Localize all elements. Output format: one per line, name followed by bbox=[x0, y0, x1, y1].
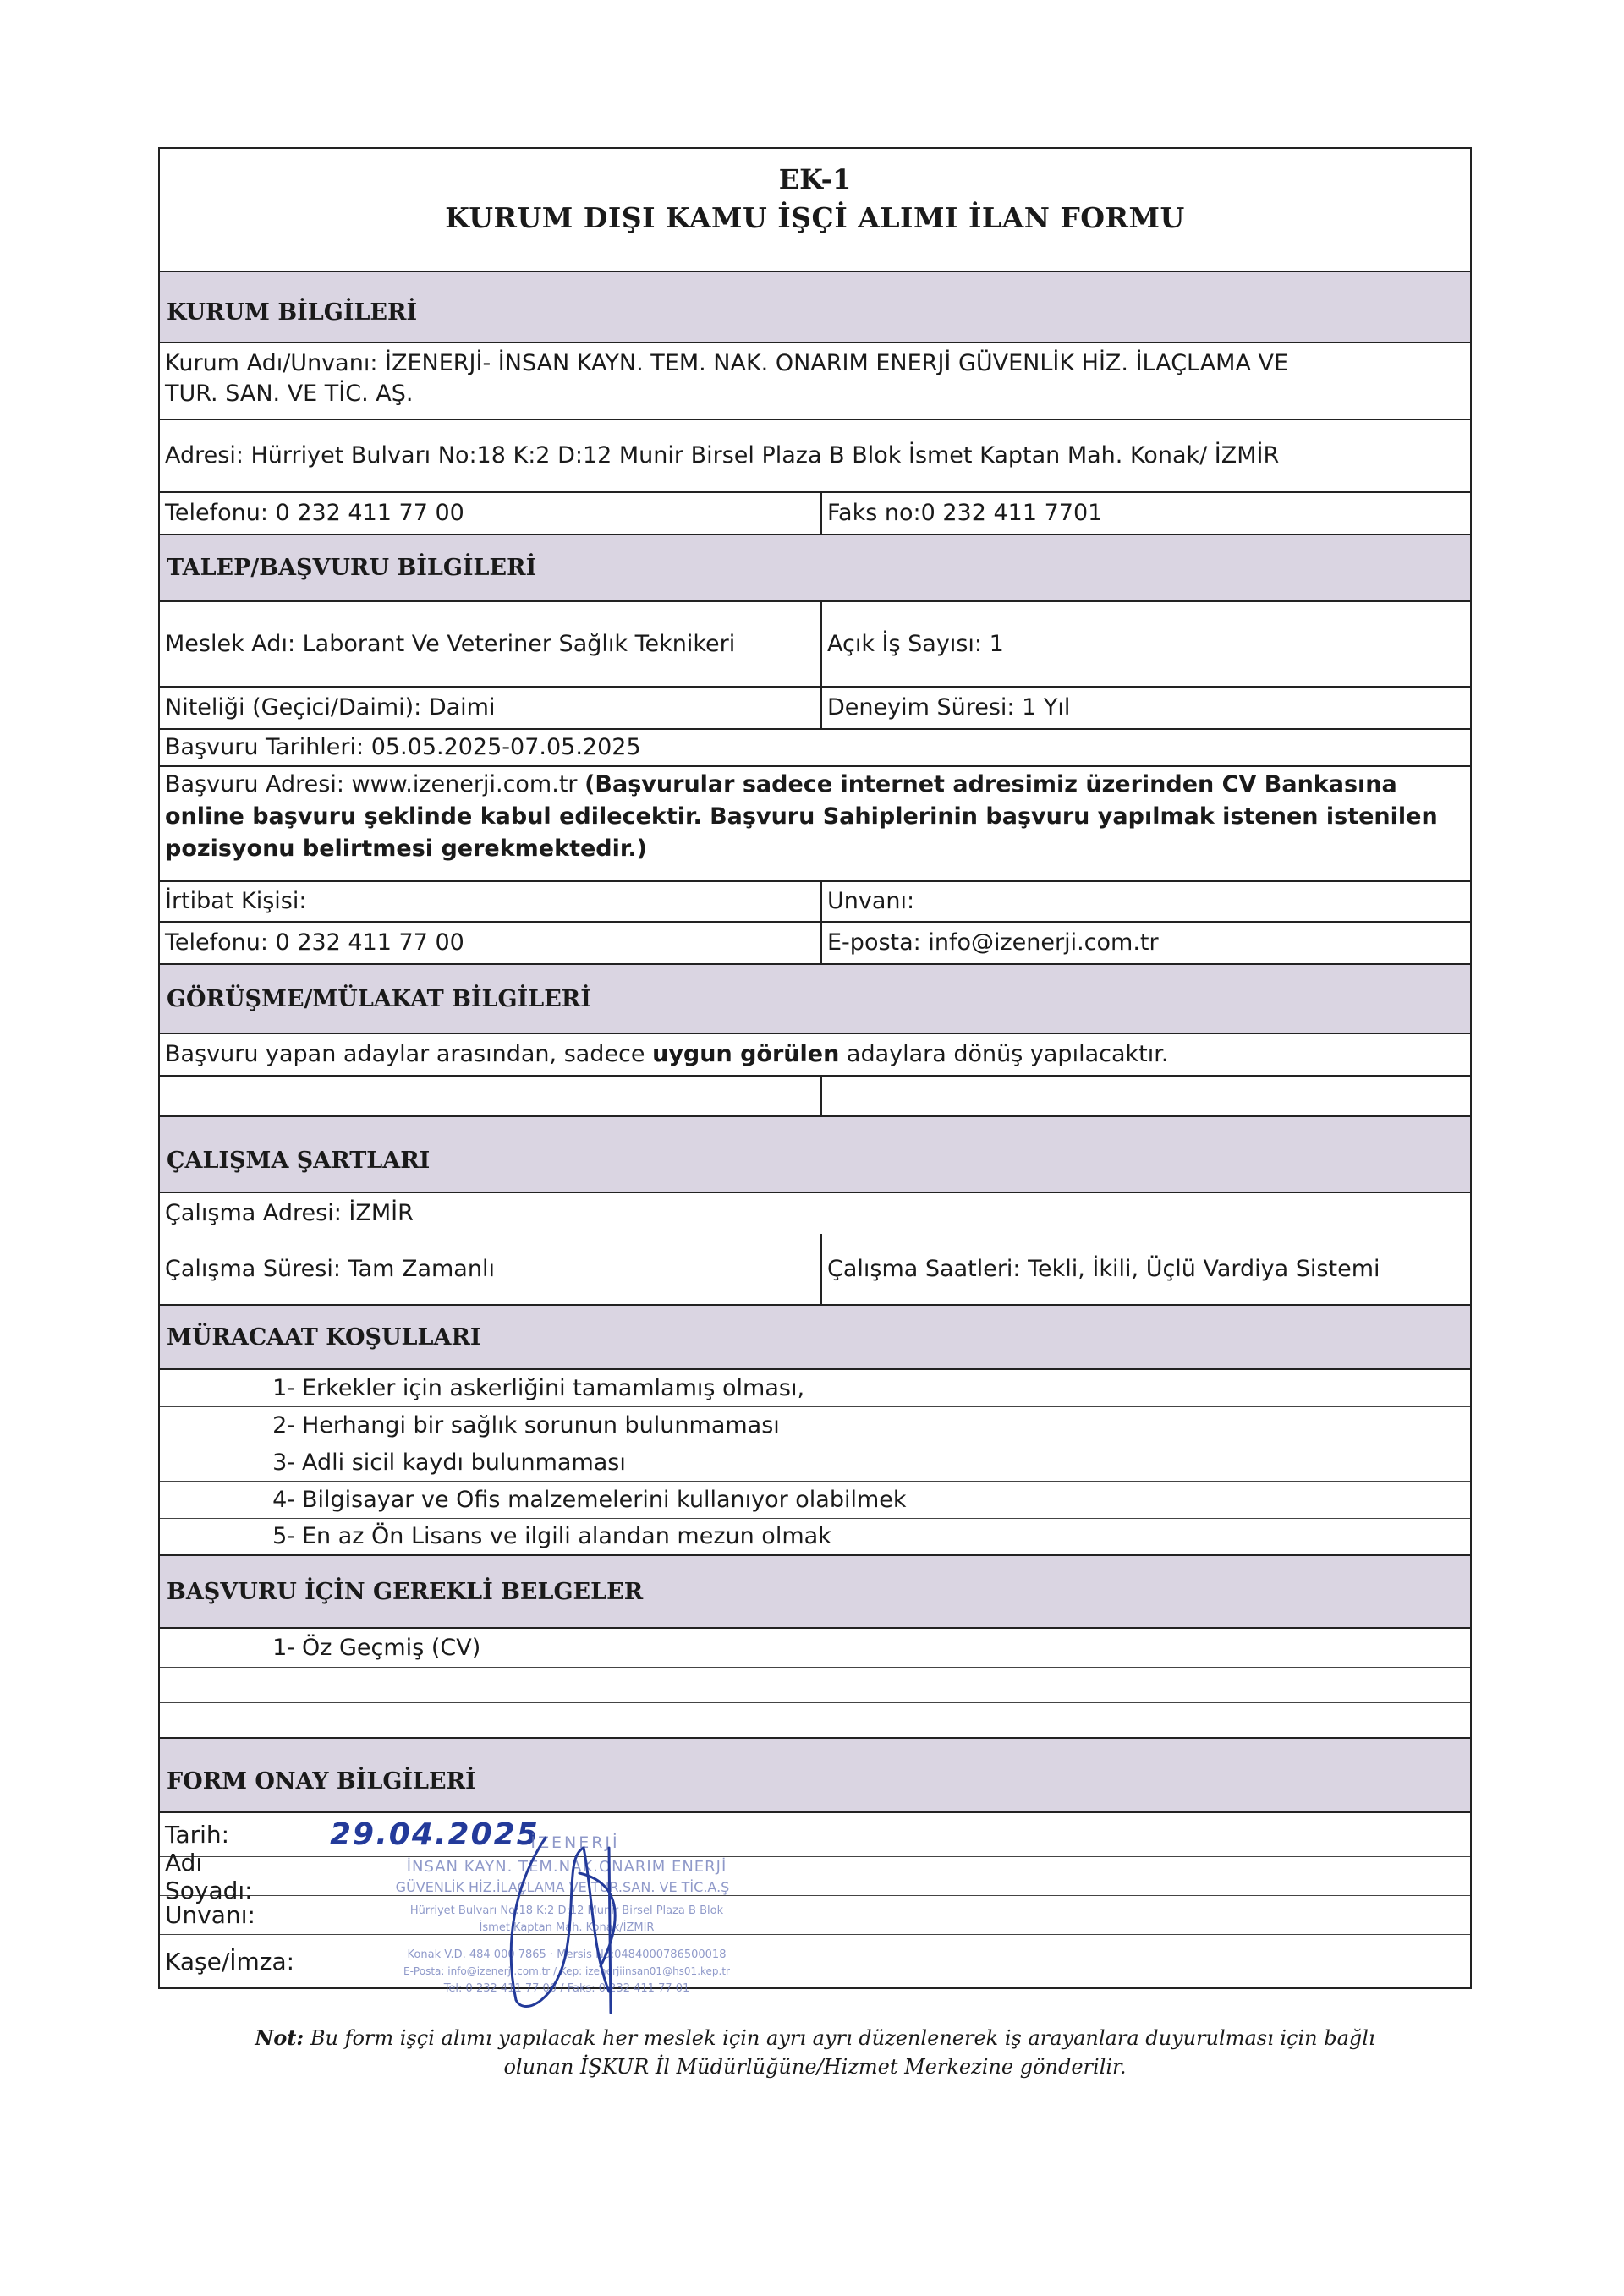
muracaat-item bbox=[160, 1370, 1470, 1407]
svg-text:İNSAN KAYN. TEM.NAK.ONARIM ENE: İNSAN KAYN. TEM.NAK.ONARIM ENERJİ bbox=[406, 1858, 727, 1876]
item-text: En az Ön Lisans ve ilgili alandan mezun olmak bbox=[302, 1523, 831, 1549]
onay-block bbox=[160, 1813, 1470, 1987]
form-title-block bbox=[160, 149, 1470, 272]
section-header-muracaat: MÜRACAAT KOŞULLARI bbox=[160, 1306, 1470, 1370]
niteligi: Niteliği (Geçici/Daimi): Daimi bbox=[160, 688, 822, 728]
muracaat-item bbox=[160, 1407, 1470, 1444]
kurum-address: Adresi: Hürriyet Bulvarı No:18 K:2 D:12 Munir Birsel Plaza B Blok İsmet Kaptan Mah. Konak/ İZMİR bbox=[165, 442, 1280, 469]
belgeler-empty-row bbox=[160, 1668, 1470, 1703]
unvan-label: Unvanı: bbox=[165, 1901, 255, 1929]
footer-note-line1 bbox=[158, 2024, 1472, 2052]
kurum-name-line1: Kurum Adı/Unvanı: İZENERJİ- İNSAN KAYN. TEM. NAK. ONARIM ENERJİ GÜVENLİK HİZ. İLAÇLAMA VE bbox=[165, 350, 1289, 376]
tarih-handwritten: 29.04.2025 bbox=[330, 1817, 540, 1852]
kurum-name bbox=[160, 343, 1470, 419]
section-header-gorusme: GÖRÜŞME/MÜLAKAT BİLGİLERİ bbox=[160, 965, 1470, 1034]
irtibat-eposta: E-posta: info@izenerji.com.tr bbox=[827, 929, 1159, 956]
svg-text:E-Posta: info@izenerji.com.tr: E-Posta: info@izenerji.com.tr / Kep: izenerjiinsan01@hs01.kep.tr bbox=[403, 1965, 730, 1977]
gorusme-empty-right bbox=[822, 1077, 1470, 1115]
item-number: 4- bbox=[272, 1486, 295, 1513]
item-number: 5- bbox=[272, 1523, 295, 1549]
calisma-suresi: Çalışma Süresi: Tam Zamanlı bbox=[160, 1234, 822, 1304]
irtibat-telefon: Telefonu: 0 232 411 77 00 bbox=[160, 923, 822, 963]
svg-text:İsmet Kaptan Mah. Konak/İZMİR: İsmet Kaptan Mah. Konak/İZMİR bbox=[479, 1921, 655, 1934]
item-text: Öz Geçmiş (CV) bbox=[302, 1634, 481, 1661]
kurum-fax: Faks no:0 232 411 7701 bbox=[827, 500, 1103, 526]
item-text: Erkekler için askerliğini tamamlamış olması, bbox=[302, 1374, 805, 1401]
svg-text:İZENERJİ: İZENERJİ bbox=[530, 1833, 620, 1852]
meslek-adi: Meslek Adı: Laborant Ve Veteriner Sağlık Teknikeri bbox=[160, 602, 822, 686]
form-title: KURUM DIŞI KAMU İŞÇİ ALIMI İLAN FORMU bbox=[445, 201, 1185, 234]
calisma-adresi: Çalışma Adresi: İZMİR bbox=[165, 1200, 414, 1226]
footer-note-line2: olunan İŞKUR İl Müdürlüğüne/Hizmet Merkezine gönderilir. bbox=[503, 2055, 1127, 2079]
gorusme-text-a: Başvuru yapan adaylar arasından, sadece bbox=[165, 1041, 653, 1067]
application-form bbox=[158, 147, 1472, 1989]
section-header-belgeler: BAŞVURU İÇİN GEREKLİ BELGELER bbox=[160, 1556, 1470, 1629]
footer-note bbox=[158, 2024, 1472, 2081]
section-header-calisma: ÇALIŞMA ŞARTLARI bbox=[160, 1117, 1470, 1193]
form-annex-label: EK-1 bbox=[778, 163, 852, 195]
svg-text:Hürriyet Bulvarı No:18 K:2 D:1: Hürriyet Bulvarı No:18 K:2 D:12 Munir Birsel Plaza B Blok bbox=[409, 1904, 724, 1917]
calisma-saatleri: Çalışma Saatleri: Tekli, İkili, Üçlü Vardiya Sistemi bbox=[827, 1255, 1380, 1282]
basvuru-adresi-note: (Başvurular sadece internet adresimiz üzerinden CV Bankasına online başvuru şeklinde kabul edilecektir. Başvuru Sahiplerinin başvuru yapılmak istenen istenilen pozisyonu belirtmesi gerekmektedir.) bbox=[165, 771, 1438, 862]
onay-unvan-row bbox=[160, 1896, 1470, 1935]
gorusme-empty-left bbox=[160, 1077, 822, 1115]
muracaat-item bbox=[160, 1482, 1470, 1519]
item-number: 3- bbox=[272, 1449, 295, 1476]
svg-text:GÜVENLİK HİZ.İLAÇLAMA VE TUR.S: GÜVENLİK HİZ.İLAÇLAMA VE TUR.SAN. VE TİC.A.Ş bbox=[395, 1879, 730, 1895]
svg-text:Konak V.D. 484 000 7865 · Mers: Konak V.D. 484 000 7865 · Mersis No:0484000786500018 bbox=[407, 1948, 727, 1961]
gorusme-text-b: adaylara dönüş yapılacaktır. bbox=[839, 1041, 1169, 1067]
item-text: Adli sicil kaydı bulunmaması bbox=[302, 1449, 626, 1476]
basvuru-adresi-label: Başvuru Adresi: www.izenerji.com.tr bbox=[165, 771, 585, 797]
item-text: Herhangi bir sağlık sorunun bulunmaması bbox=[302, 1411, 780, 1438]
section-header-talep: TALEP/BAŞVURU BİLGİLERİ bbox=[160, 535, 1470, 602]
svg-text:Tel: 0 232 411 77 00 / Faks: 0: Tel: 0 232 411 77 00 / Faks: 0 232 411 77 01 bbox=[443, 1982, 690, 1995]
irtibat-kisisi: İrtibat Kişisi: bbox=[160, 882, 822, 921]
footer-note-label: Not: bbox=[255, 2025, 304, 2050]
section-header-kurum: KURUM BİLGİLERİ bbox=[160, 272, 1470, 343]
item-number: 1- bbox=[272, 1374, 295, 1401]
adsoyad-label: Adı Soyadı: bbox=[165, 1848, 253, 1904]
acik-is-sayisi: Açık İş Sayısı: 1 bbox=[827, 630, 1004, 657]
kurum-phone: Telefonu: 0 232 411 77 00 bbox=[160, 493, 822, 534]
muracaat-list bbox=[160, 1370, 1470, 1556]
basvuru-tarihleri: Başvuru Tarihleri: 05.05.2025-07.05.2025 bbox=[165, 734, 641, 760]
muracaat-item bbox=[160, 1519, 1470, 1556]
irtibat-unvani: Unvanı: bbox=[827, 888, 915, 914]
muracaat-item bbox=[160, 1444, 1470, 1482]
footer-note-text1: Bu form işçi alımı yapılacak her meslek için ayrı ayrı düzenlenerek iş arayanlara duyurulması için bağlı bbox=[304, 2026, 1375, 2050]
tarih-label: Tarih: bbox=[165, 1821, 230, 1849]
section-header-onay: FORM ONAY BİLGİLERİ bbox=[160, 1739, 1470, 1813]
item-number: 1- bbox=[272, 1634, 295, 1661]
basvuru-adresi bbox=[160, 767, 1470, 880]
onay-tarih-row bbox=[160, 1813, 1470, 1857]
onay-adsoyad-row bbox=[160, 1848, 1470, 1904]
belgeler-empty-row bbox=[160, 1703, 1470, 1739]
belgeler-item bbox=[160, 1629, 1470, 1668]
item-text: Bilgisayar ve Ofis malzemelerini kullanıyor olabilmek bbox=[302, 1486, 907, 1513]
onay-kase-row bbox=[160, 1935, 1470, 1987]
deneyim-suresi: Deneyim Süresi: 1 Yıl bbox=[827, 694, 1071, 721]
kase-label: Kaşe/İmza: bbox=[165, 1947, 295, 1975]
kurum-name-line2: TUR. SAN. VE TİC. AŞ. bbox=[165, 381, 414, 407]
gorusme-text-bold: uygun görülen bbox=[652, 1041, 840, 1067]
gorusme-text bbox=[160, 1034, 1470, 1075]
item-number: 2- bbox=[272, 1411, 295, 1438]
